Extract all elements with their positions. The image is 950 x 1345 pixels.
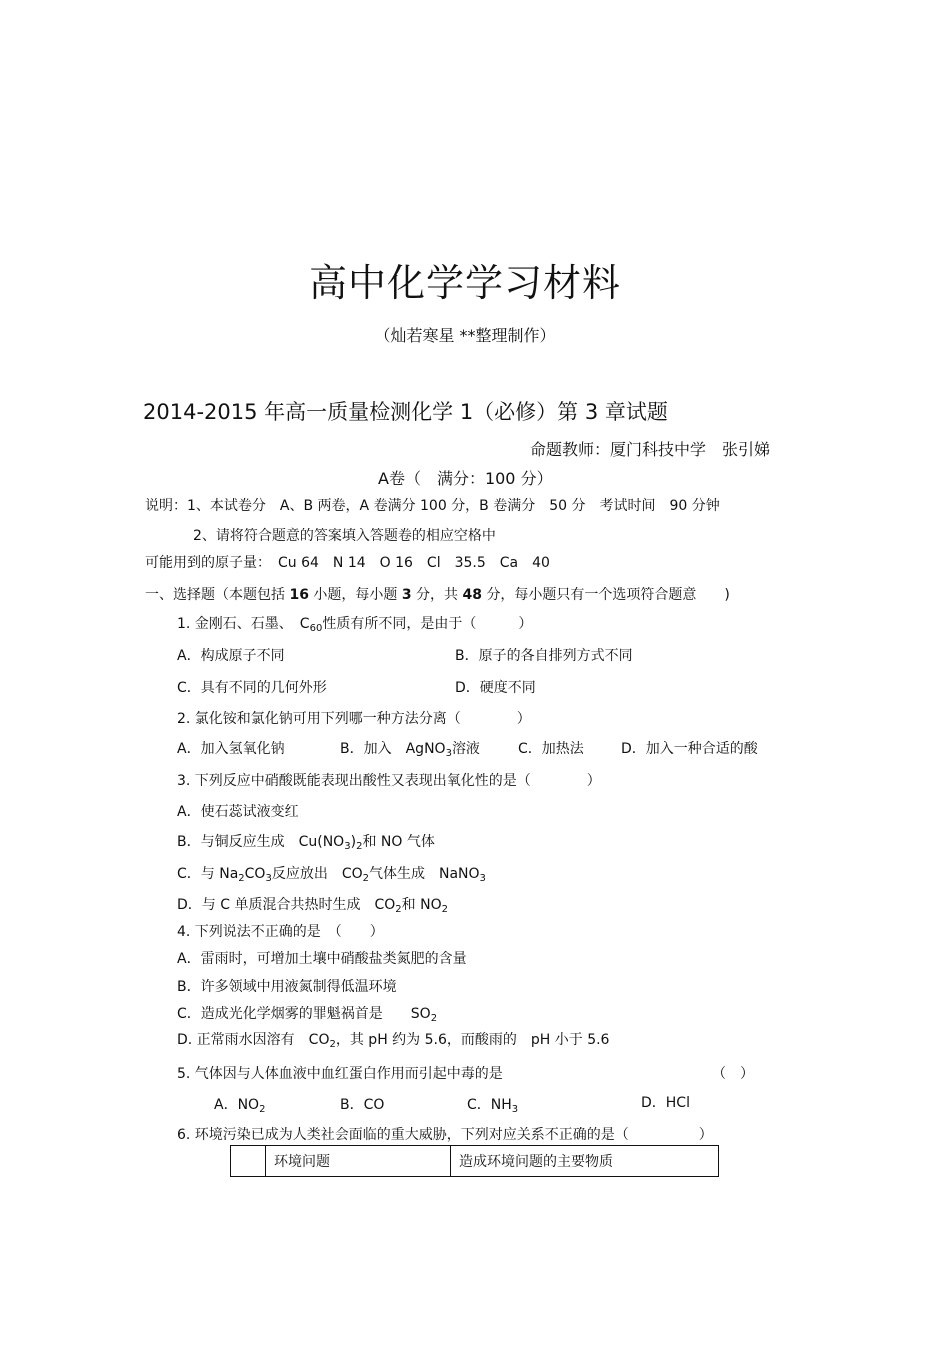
section-heading-mid1: 小题，每小题 bbox=[313, 587, 398, 603]
question-2-option-d: D．加入一种合适的酸 bbox=[621, 741, 758, 757]
subscript: 2 bbox=[238, 873, 245, 884]
subscript: 3 bbox=[511, 1104, 519, 1115]
option-text: C．造成光化学烟雾的罪魁祸首是 SO bbox=[177, 1006, 431, 1022]
option-text: CO bbox=[244, 866, 266, 882]
question-4-option-b: B．许多领域中用液氮制得低温环境 bbox=[177, 979, 397, 995]
subscript: 60 bbox=[309, 623, 323, 634]
option-text: D. 正常雨水因溶有 CO bbox=[177, 1032, 330, 1048]
question-text: 性质有所不同，是由于（ ） bbox=[322, 616, 533, 632]
option-text: 反应放出 CO bbox=[271, 866, 363, 882]
subscript: 3 bbox=[479, 873, 486, 884]
table-header-cell: 环境问题 bbox=[266, 1146, 451, 1177]
question-1-option-c: C．具有不同的几何外形 bbox=[177, 680, 327, 696]
table-header-cell: 造成环境问题的主要物质 bbox=[451, 1146, 719, 1177]
points-total: 48 bbox=[462, 587, 482, 603]
question-5-option-c bbox=[467, 1094, 518, 1115]
question-5-option-b: B．CO bbox=[340, 1097, 385, 1113]
table-cell bbox=[231, 1146, 266, 1177]
option-text: B．加入 AgNO bbox=[340, 741, 446, 757]
question-2-option-a: A．加入氢氧化钠 bbox=[177, 741, 285, 757]
question-6-stem: 6. 环境污染已成为人类社会面临的重大威胁，下列对应关系不正确的是（ ） bbox=[177, 1127, 713, 1143]
section-heading-prefix: 一、选择题（本题包括 bbox=[145, 587, 285, 603]
subscript: 2 bbox=[395, 904, 402, 915]
subscript: 2 bbox=[329, 1039, 336, 1050]
question-text: 1. 金刚石、石墨、 C bbox=[177, 616, 310, 632]
section-heading-suffix: 分，每小题只有一个选项符合题意 ) bbox=[486, 587, 730, 603]
instructions-line-1: 说明：1、本试卷分 A、B 两卷，A 卷满分 100 分，B 卷满分 50 分 考试时间 90 分钟 bbox=[145, 498, 720, 514]
answer-blank: （ ） bbox=[712, 1066, 754, 1082]
question-2-stem: 2. 氯化铵和氯化钠可用下列哪一种方法分离（ ） bbox=[177, 711, 531, 727]
subscript: 2 bbox=[430, 1013, 438, 1024]
question-3-option-b bbox=[177, 831, 435, 852]
option-text: A．NO bbox=[214, 1097, 260, 1113]
subscript: 2 bbox=[362, 873, 369, 884]
question-3-stem: 3. 下列反应中硝酸既能表现出酸性又表现出氧化性的是（ ） bbox=[177, 773, 601, 789]
question-3-option-a: A．使石蕊试液变红 bbox=[177, 804, 299, 820]
option-text: B．与铜反应生成 Cu(NO bbox=[177, 834, 345, 850]
option-text: 气体生成 NaNO bbox=[369, 866, 480, 882]
instructions-line-2: 2、请将符合题意的答案填入答题卷的相应空格中 bbox=[193, 528, 496, 544]
question-count: 16 bbox=[289, 587, 309, 603]
question-1-stem bbox=[177, 613, 532, 634]
subscript: 3 bbox=[344, 841, 351, 852]
question-4-option-a: A．雷雨时，可增加土壤中硝酸盐类氮肥的含量 bbox=[177, 951, 467, 967]
question-4-stem: 4. 下列说法不正确的是 （ ） bbox=[177, 924, 384, 940]
option-text: ，其 pH 约为 5.6，而酸雨的 pH 小于 5.6 bbox=[335, 1032, 610, 1048]
option-text: ) bbox=[350, 834, 357, 850]
section-heading-mid2: 分，共 bbox=[416, 587, 459, 603]
question-5-stem: 5. 气体因与人体血液中血红蛋白作用而引起中毒的是 bbox=[177, 1066, 503, 1082]
question-4-option-d bbox=[177, 1029, 609, 1050]
subscript: 2 bbox=[441, 904, 448, 915]
option-text: 溶液 bbox=[451, 741, 480, 757]
paper-label: A卷（ 满分：100 分） bbox=[378, 469, 553, 488]
subscript: 2 bbox=[356, 841, 363, 852]
table-row bbox=[231, 1146, 719, 1177]
subscript: 2 bbox=[259, 1104, 266, 1115]
environment-table bbox=[230, 1145, 719, 1177]
atomic-masses: 可能用到的原子量： Cu 64 N 14 O 16 Cl 35.5 Ca 40 bbox=[145, 555, 550, 571]
author-line: 命题教师：厦门科技中学 张引娣 bbox=[530, 440, 771, 459]
question-3-option-d bbox=[177, 894, 448, 915]
question-4-option-c bbox=[177, 1003, 437, 1024]
option-text: C．NH bbox=[467, 1097, 512, 1113]
subtitle: （灿若寒星 **整理制作） bbox=[374, 326, 556, 345]
page-title: 高中化学学习材料 bbox=[308, 261, 621, 305]
subscript: 3 bbox=[265, 873, 272, 884]
option-text: D．与 C 单质混合共热时生成 CO bbox=[177, 897, 396, 913]
option-text: 和 NO bbox=[401, 897, 442, 913]
question-3-option-c bbox=[177, 863, 486, 884]
question-2-option-b bbox=[340, 738, 480, 759]
points-each: 3 bbox=[401, 587, 412, 603]
option-text: 和 NO 气体 bbox=[362, 834, 435, 850]
subscript: 3 bbox=[445, 748, 452, 759]
exam-title: 2014-2015 年高一质量检测化学 1（必修）第 3 章试题 bbox=[143, 400, 668, 424]
question-1-option-b: B．原子的各自排列方式不同 bbox=[455, 648, 633, 664]
question-1-option-d: D．硬度不同 bbox=[455, 680, 536, 696]
question-2-option-c: C．加热法 bbox=[518, 741, 584, 757]
question-5-option-a bbox=[214, 1094, 265, 1115]
section-heading bbox=[145, 584, 730, 604]
option-text: C．与 Na bbox=[177, 866, 239, 882]
question-5-option-d: D．HCl bbox=[641, 1095, 690, 1111]
question-1-option-a: A．构成原子不同 bbox=[177, 648, 285, 664]
